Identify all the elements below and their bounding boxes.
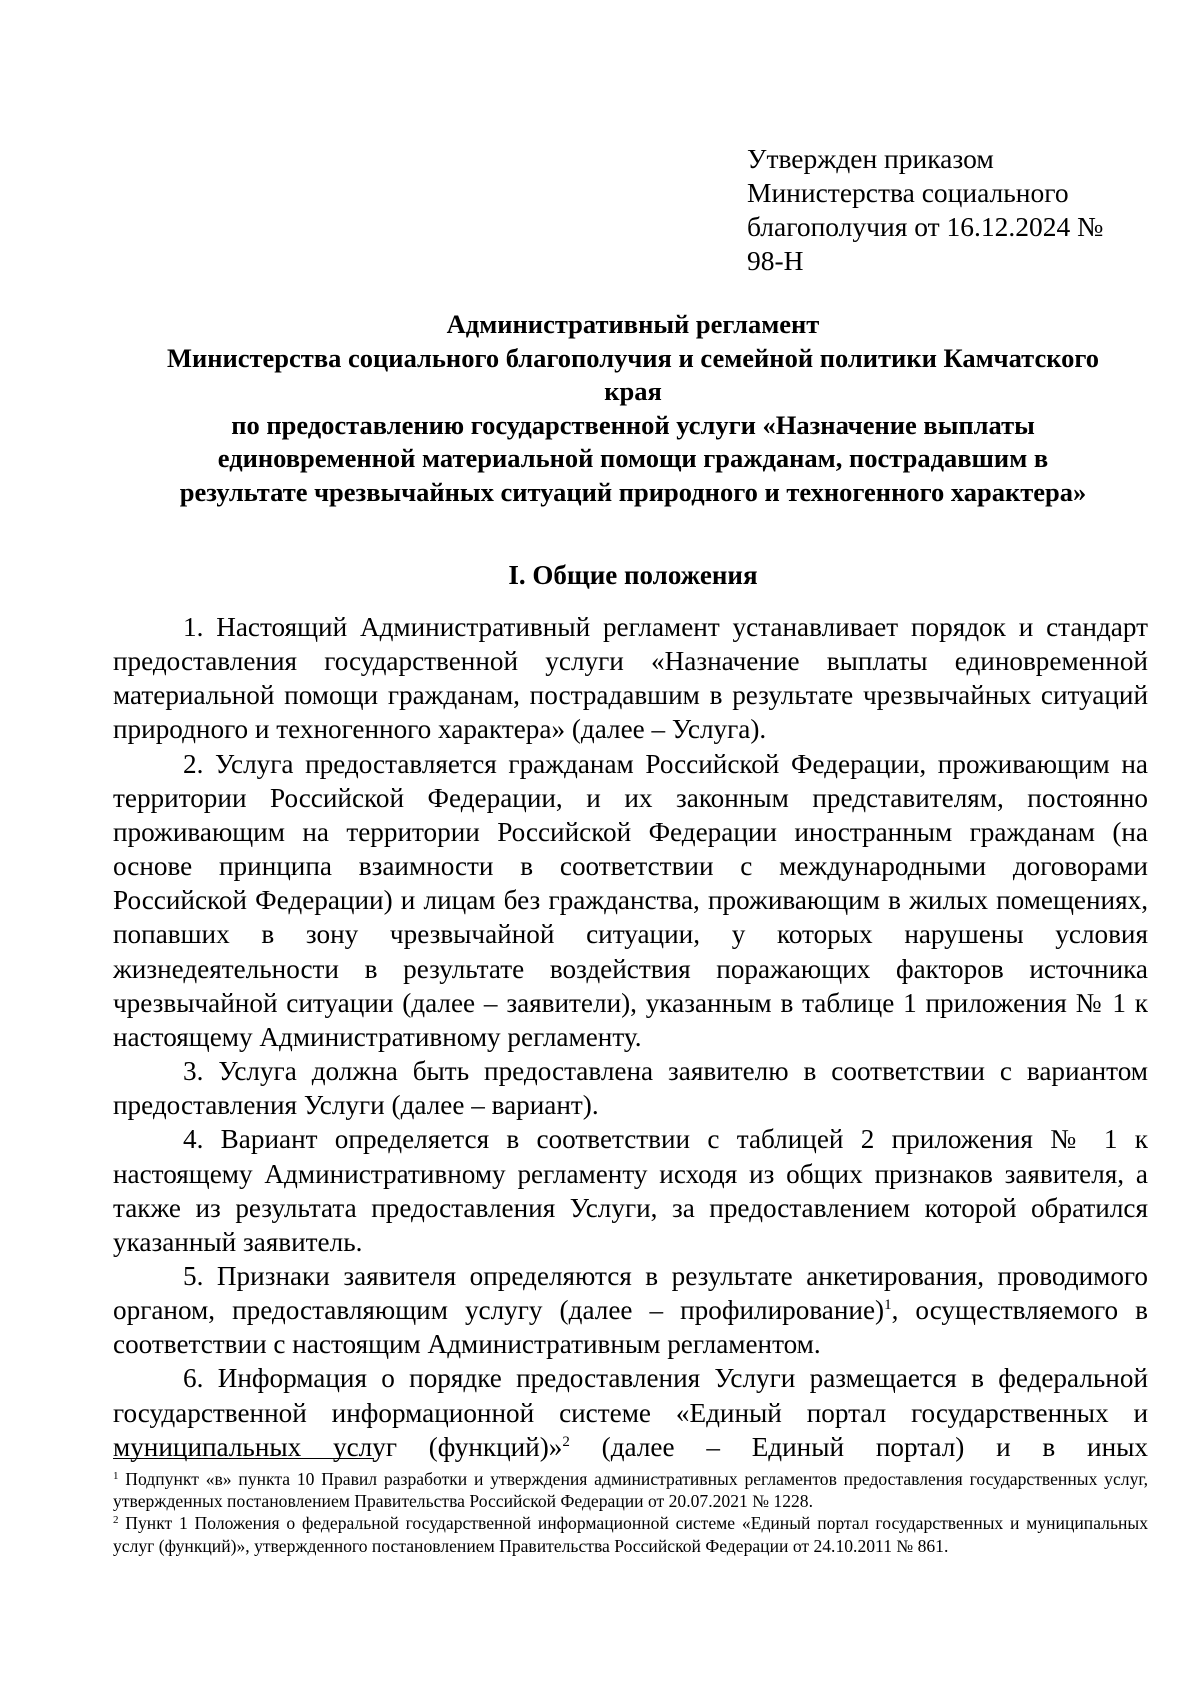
paragraph-5-text: 5. Признаки заявителя определяются в результате анкетирования, проводимого органом, предоставляющим услугу (далее – профилирование) xyxy=(113,1260,1148,1326)
footnote-mark-1: 1 xyxy=(113,1470,119,1482)
paragraph-6-text: 6. Информация о порядке предоставления Услуги размещается в федеральной государственной информационной системе «Единый портал государственных и муниципальных услуг (функций)» xyxy=(113,1363,1148,1462)
paragraph-5 xyxy=(113,1259,1148,1361)
footnote-1-text: Подпункт «в» пункта 10 Правил разработки и утверждения административных регламентов предоставления государственных услуг, утвержденных постановлением Правительства Российской Федерации от 20.07.2021 № 1228. xyxy=(113,1469,1148,1512)
paragraph-5-text-cont: , осуществляемого в соответствии с настоящим Административным регламентом. xyxy=(113,1295,1148,1360)
paragraph-6-text-cont: (далее – Единый портал) и в иных xyxy=(569,1431,1148,1462)
document-body xyxy=(113,610,1148,1464)
paragraph-2: 2. Услуга предоставляется гражданам Российской Федерации, проживающим на территории Российской Федерации, и их законным представителям, постоянно проживающим на территории Российской Федерации иностранным гражданам (на основе принципа взаимности в соответствии с международными договорами Российской Федерации) и лицам без гражданства, проживающим в жилых помещениях, попавших в зону чрезвычайной ситуации, у которых нарушены условия жизнедеятельности в результате воздействия поражающих факторов источника чрезвычайной ситуации (далее – заявители), указанным в таблице 1 приложения № 1 к настоящему Административному регламенту. xyxy=(113,748,1148,1052)
footnote-separator xyxy=(113,1458,374,1459)
paragraph-4: 4. Вариант определяется в соответствии с таблицей 2 приложения № 1 к настоящему Административному регламенту исходя из общих признаков заявителя, а также из результата предоставления Услуги, за предоставлением которой обратился указанный заявитель. xyxy=(113,1124,1148,1257)
title-line: результате чрезвычайных ситуаций природного и техногенного характера» xyxy=(179,476,1087,507)
title-line: Административный регламент xyxy=(446,309,820,339)
footnotes xyxy=(113,1468,1148,1557)
approval-line: Министерства социального xyxy=(747,177,1069,208)
footnote-ref-1[interactable]: 1 xyxy=(884,1297,892,1314)
title-line: единовременной материальной помощи гражданам, пострадавшим в xyxy=(217,443,1049,473)
approval-line: 98-Н xyxy=(747,245,804,276)
section-heading: I. Общие положения xyxy=(508,560,758,590)
approval-line: Утвержден приказом xyxy=(747,143,994,174)
approval-stamp-block xyxy=(747,142,1127,278)
title-line: Министерства социального благополучия и семейной политики Камчатского xyxy=(166,342,1100,373)
footnote-ref-2[interactable]: 2 xyxy=(562,1433,570,1450)
paragraph-1: 1. Настоящий Административный регламент устанавливает порядок и стандарт предоставления государственной услуги «Назначение выплаты единовременной материальной помощи гражданам, пострадавшим в результате чрезвычайных ситуаций природного и техногенного характера» (далее – Услуга). xyxy=(113,612,1148,745)
paragraph-3: 3. Услуга должна быть предоставлена заявителю в соответствии с вариантом предоставления Услуги (далее – вариант). xyxy=(113,1056,1148,1121)
footnote-1 xyxy=(113,1468,1148,1512)
title-line: по предоставлению государственной услуги «Назначение выплаты xyxy=(231,409,1035,440)
footnote-2 xyxy=(113,1512,1148,1556)
title-line: края xyxy=(604,376,662,406)
paragraph-6 xyxy=(113,1361,1148,1463)
footnote-mark-2: 2 xyxy=(113,1514,119,1527)
footnote-2-text: Пункт 1 Положения о федеральной государственной информационной системе «Единый портал государственных и муниципальных услуг (функций)», утвержденного постановлением Правительства Российской Федерации от 24.10.2011 № 861. xyxy=(113,1513,1148,1556)
document-title xyxy=(128,308,1138,509)
approval-line: благополучия от 16.12.2024 № xyxy=(747,211,1104,242)
